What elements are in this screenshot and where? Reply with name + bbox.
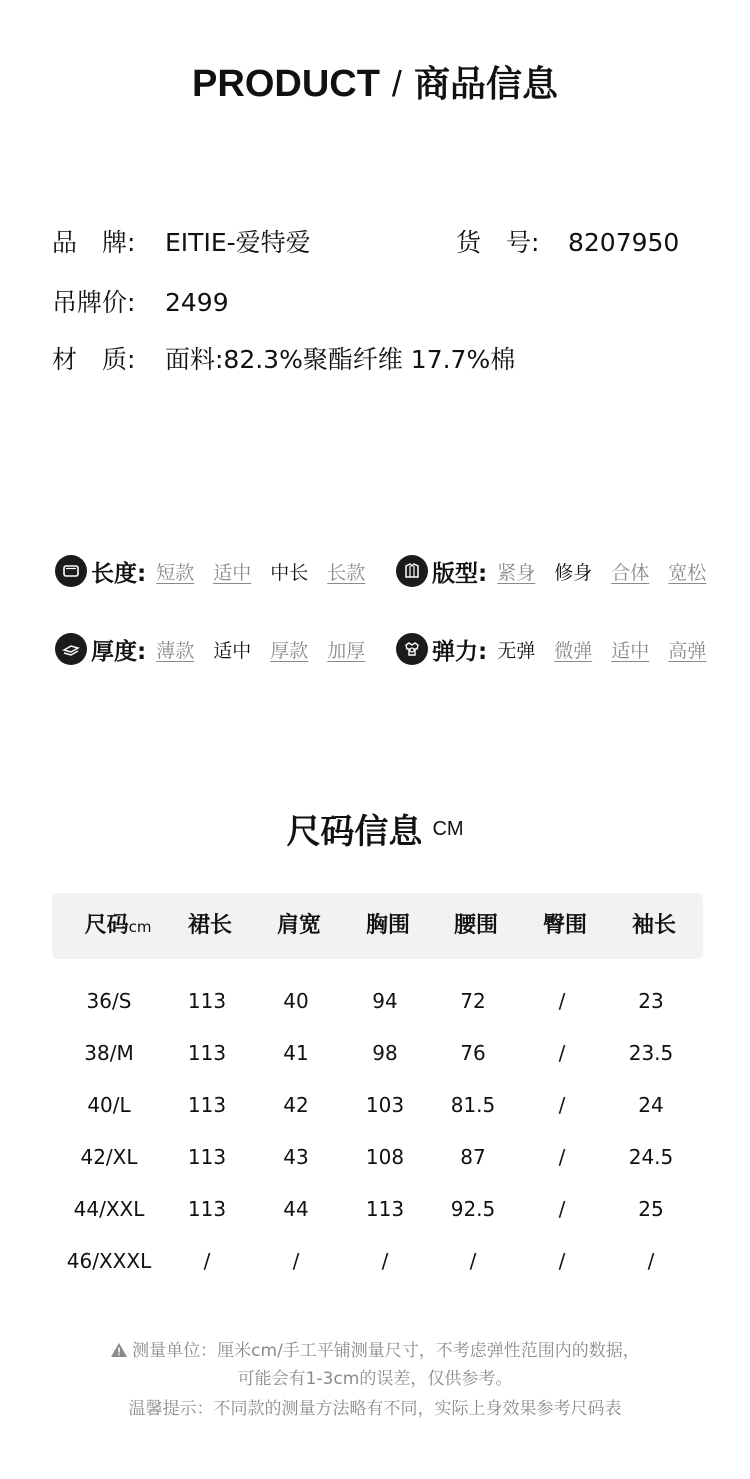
table-header-cell bbox=[64, 893, 172, 959]
material-value: 面料:82.3%聚酯纤维 17.7%棉 bbox=[165, 345, 516, 374]
table-cell: / bbox=[292, 1249, 300, 1273]
length-icon bbox=[55, 555, 87, 587]
attr-length bbox=[55, 554, 365, 588]
table-cell: 103 bbox=[365, 1093, 405, 1117]
attr-label: 版型: bbox=[432, 560, 488, 587]
table-cell: 41 bbox=[283, 1041, 309, 1065]
attr-label: 厚度: bbox=[91, 638, 147, 665]
table-cell: 76 bbox=[460, 1041, 486, 1065]
table-cell: 72 bbox=[460, 989, 486, 1013]
table-header-cell: 裙长 bbox=[187, 913, 232, 938]
attr-label: 长度: bbox=[91, 560, 147, 587]
table-cell: / bbox=[558, 1093, 566, 1117]
attr-option: 长款 bbox=[327, 561, 366, 584]
table-cell: 94 bbox=[372, 989, 398, 1013]
thickness-icon bbox=[55, 633, 87, 665]
title-english: PRODUCT bbox=[192, 63, 380, 105]
attr-option: 合体 bbox=[611, 561, 650, 584]
table-cell: 113 bbox=[187, 1041, 227, 1065]
attr-option: 短款 bbox=[156, 561, 195, 584]
table-cell: 87 bbox=[460, 1145, 486, 1169]
brand-label: 品 牌: bbox=[52, 228, 136, 257]
attr-option-selected: 中长 bbox=[270, 561, 309, 584]
attr-option: 微弹 bbox=[554, 639, 593, 662]
note-line-1: 测量单位：厘米cm/手工平铺测量尺寸，不考虑弹性范围内的数据， bbox=[132, 1341, 640, 1361]
material-label: 材 质: bbox=[52, 345, 136, 374]
table-cell: 40 bbox=[283, 989, 309, 1013]
table-cell: 44 bbox=[283, 1197, 309, 1221]
table-cell: 92.5 bbox=[450, 1197, 496, 1221]
attr-option-selected: 适中 bbox=[213, 639, 252, 662]
table-cell: 43 bbox=[283, 1145, 309, 1169]
table-cell: 113 bbox=[187, 989, 227, 1013]
attr-option-selected: 无弹 bbox=[497, 639, 536, 662]
table-cell: 113 bbox=[187, 1197, 227, 1221]
material-row bbox=[52, 343, 515, 377]
attr-option: 薄款 bbox=[156, 639, 195, 662]
table-cell: / bbox=[381, 1249, 389, 1273]
table-cell: 46/XXXL bbox=[66, 1249, 152, 1273]
tip-note: 温馨提示：不同款的测量方法略有不同，实际上身效果参考尺码表 bbox=[128, 1399, 622, 1419]
table-cell: 24 bbox=[638, 1093, 664, 1117]
table-cell: 42/XL bbox=[80, 1145, 138, 1169]
table-cell: 40/L bbox=[87, 1093, 131, 1117]
sku-row bbox=[456, 226, 679, 260]
elasticity-icon bbox=[396, 633, 428, 665]
header-size-label: 尺码 bbox=[84, 913, 129, 938]
table-cell: 113 bbox=[187, 1093, 227, 1117]
table-cell: 25 bbox=[638, 1197, 664, 1221]
table-cell: 113 bbox=[187, 1145, 227, 1169]
table-cell: / bbox=[558, 1249, 566, 1273]
sku-label: 货 号: bbox=[456, 228, 540, 257]
attr-option: 紧身 bbox=[497, 561, 536, 584]
warning-icon bbox=[110, 1342, 128, 1363]
table-cell: 42 bbox=[283, 1093, 309, 1117]
title-chinese: 商品信息 bbox=[413, 64, 558, 105]
attr-option: 适中 bbox=[611, 639, 650, 662]
attr-option: 适中 bbox=[213, 561, 252, 584]
table-cell: 44/XXL bbox=[73, 1197, 145, 1221]
page-title bbox=[0, 56, 750, 107]
price-row bbox=[52, 286, 229, 320]
table-cell: / bbox=[469, 1249, 477, 1273]
table-cell: / bbox=[558, 1145, 566, 1169]
attr-option: 加厚 bbox=[327, 639, 366, 662]
brand-value: EITIE-爱特爱 bbox=[165, 228, 311, 257]
table-cell: 38/M bbox=[84, 1041, 134, 1065]
table-cell: 23 bbox=[638, 989, 664, 1013]
table-cell: 24.5 bbox=[628, 1145, 674, 1169]
size-title-unit: CM bbox=[432, 818, 464, 840]
table-cell: 98 bbox=[372, 1041, 398, 1065]
table-cell: / bbox=[558, 989, 566, 1013]
size-title-text: 尺码信息 bbox=[286, 812, 423, 852]
table-cell: 81.5 bbox=[450, 1093, 496, 1117]
fit-icon bbox=[396, 555, 428, 587]
table-cell: 23.5 bbox=[628, 1041, 674, 1065]
attr-label: 弹力: bbox=[432, 638, 488, 665]
table-header-cell: 肩宽 bbox=[276, 913, 321, 938]
price-value: 2499 bbox=[165, 288, 229, 317]
attr-option: 厚款 bbox=[270, 639, 309, 662]
attr-elasticity bbox=[396, 632, 706, 666]
size-section-title bbox=[0, 804, 750, 853]
header-size-unit: cm bbox=[128, 918, 152, 936]
attr-thickness bbox=[55, 632, 365, 666]
attr-fit bbox=[396, 554, 706, 588]
table-cell: 108 bbox=[365, 1145, 405, 1169]
table-header-cell: 臀围 bbox=[542, 913, 587, 938]
table-cell: / bbox=[558, 1197, 566, 1221]
title-slash: / bbox=[391, 63, 402, 104]
table-cell: 36/S bbox=[86, 989, 132, 1013]
note-line-2: 可能会有1-3cm的误差，仅供参考。 bbox=[237, 1369, 513, 1389]
measurement-note bbox=[0, 1336, 750, 1363]
sku-value: 8207950 bbox=[568, 228, 680, 257]
table-cell: / bbox=[647, 1249, 655, 1273]
table-cell: / bbox=[203, 1249, 211, 1273]
table-header-cell: 胸围 bbox=[365, 913, 410, 938]
price-label: 吊牌价: bbox=[52, 288, 136, 317]
table-header-cell: 腰围 bbox=[453, 913, 498, 938]
table-cell: 113 bbox=[365, 1197, 405, 1221]
attr-option: 高弹 bbox=[668, 639, 707, 662]
attr-option-selected: 修身 bbox=[554, 561, 593, 584]
attr-option: 宽松 bbox=[668, 561, 707, 584]
table-cell: / bbox=[558, 1041, 566, 1065]
brand-row bbox=[52, 226, 311, 260]
table-header-cell: 袖长 bbox=[631, 913, 676, 938]
